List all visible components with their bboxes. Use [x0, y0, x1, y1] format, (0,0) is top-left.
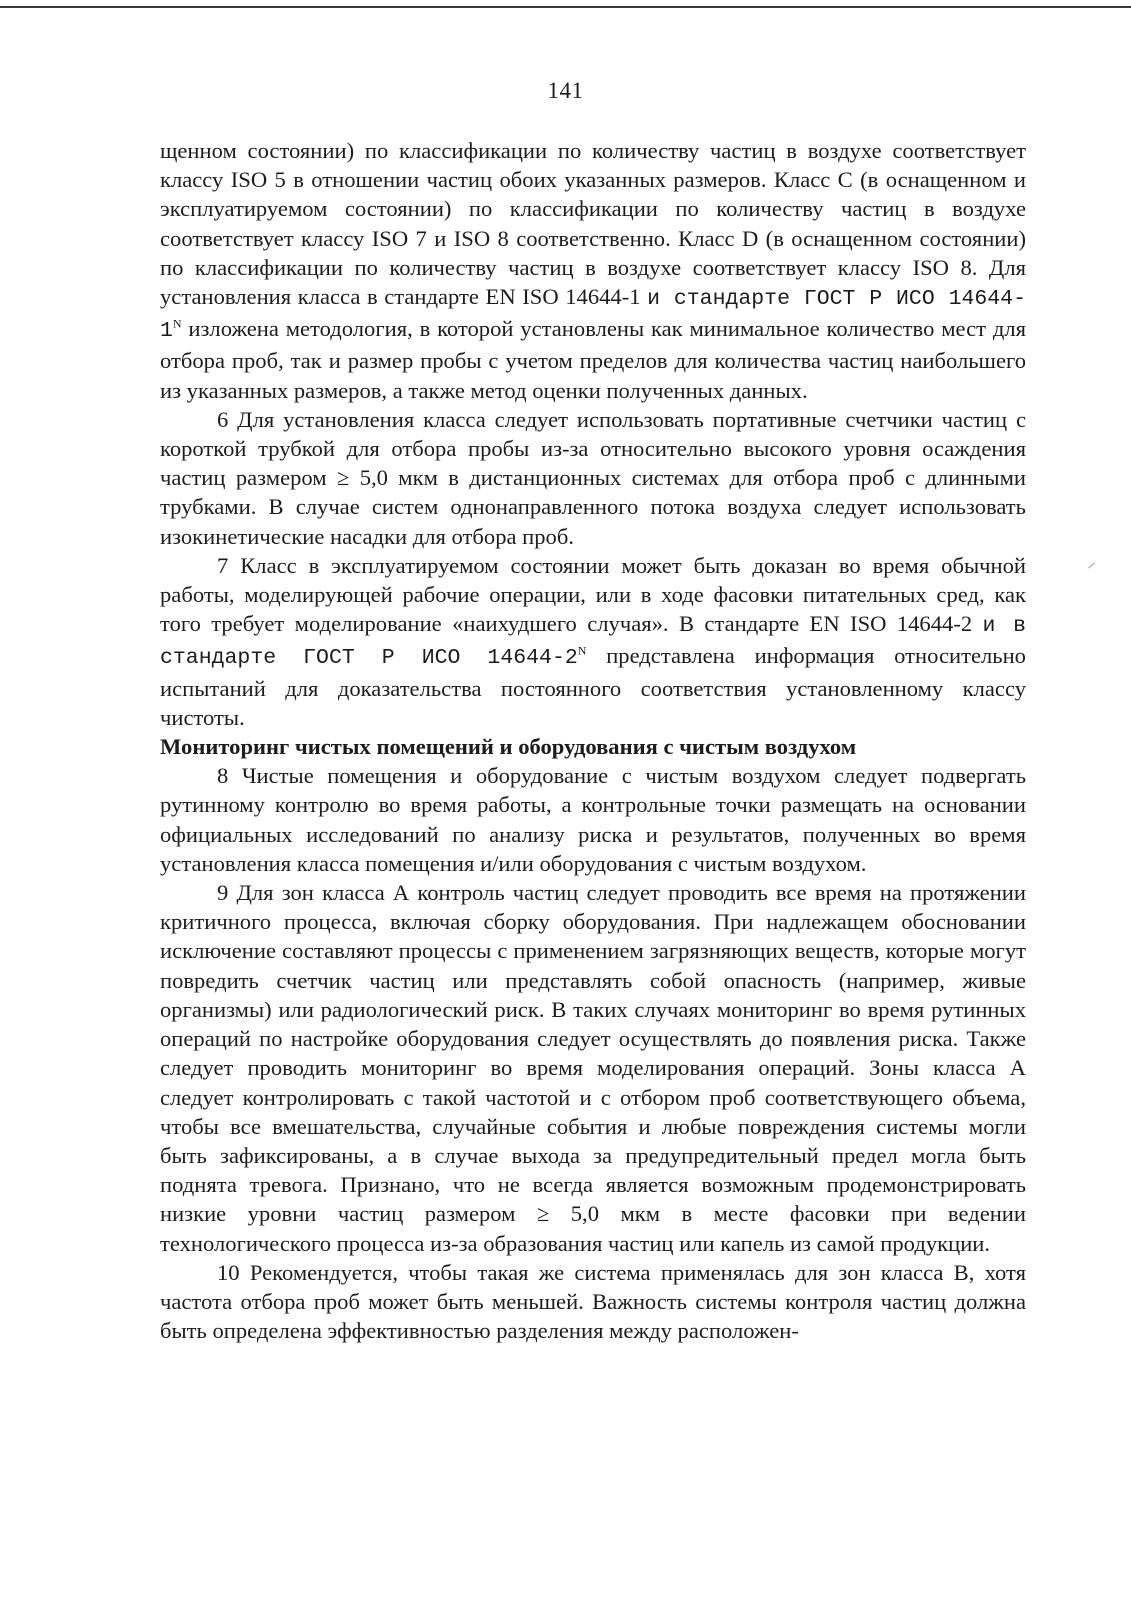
section-heading: Мониторинг чистых помещений и оборудования с чистым воздухом — [160, 734, 857, 760]
document-body — [160, 136, 1026, 1345]
gost-reference: и в стандарте ГОСТ Р ИСО 14644-2 — [160, 614, 1026, 671]
gost-reference: и стандарте ГОСТ Р ИСО 14644-1 — [160, 287, 1026, 344]
paragraph-7 — [160, 551, 1026, 732]
paragraph-6: 6 Для установления класса следует использовать портативные счетчики частиц с короткой трубкой для отбора пробы из-за относительно высокого уровня осаждения частиц размером ≥ 5,0 мкм в дистанционных системах для отбора проб с длинными трубками. В случае систем однонаправленного потока воздуха следует использовать изокинетические насадки для отбора проб. — [160, 406, 1026, 549]
top-border-line — [0, 6, 1131, 8]
margin-mark — [1083, 556, 1095, 568]
paragraph-text: щенном состоянии) по классификации по количеству частиц в воздухе соответствует классу ISO 5 в отношении частиц обоих указанных размеров. Класс С (в оснащенном и эксплуатируемом состоянии) по классификации по количеству частиц в воздухе соответствует классу ISO 7 и ISO 8 соответственно. Класс D (в оснащенном состоянии) по классификации по количеству частиц в воздухе соответствует классу ISO 8. Для установления класса в стандарте EN ISO 14644-1 — [160, 138, 1026, 310]
paragraph-text: 7 Класс в эксплуатируемом состоянии может быть доказан во время обычной работы, моделирующей рабочие операции, или в ходе фасовки питательных сред, как того требует моделирование «наихудшего случая». В стандарте EN ISO 14644-2 — [160, 552, 1026, 637]
footnote-marker: N — [172, 316, 182, 331]
paragraph-9: 9 Для зон класса А контроль частиц следует проводить все время на протяжении критичного процесса, включая сборку оборудования. При надлежащем обосновании исключение составляют процессы с применением загрязняющих веществ, которые могут повредить счетчик частиц или представлять собой опасность (например, живые организмы) или радиологический риск. В таких случаях мониторинг во время рутинных операций по настройке оборудования следует осуществлять до появления риска. Также следует проводить мониторинг во время моделирования операций. Зоны класса А следует контролировать с такой частотой и с отбором проб соответствующего объема, чтобы все вмешательства, случайные события и любые повреждения системы могли быть зафиксированы, а в случае выхода за предупредительный предел могла быть поднята тревога. Признано, что не всегда является возможным продемонстрировать низкие уровни частиц размером ≥ 5,0 мкм в месте фасовки при ведении технологического процесса из-за образования частиц или капель из самой продукции. — [160, 880, 1026, 1256]
paragraph-10: 10 Рекомендуется, чтобы такая же система применялась для зон класса В, хотя частота отбора проб может быть меньшей. Важность системы контроля частиц должна быть определена эффективностью разделения между расположен- — [160, 1259, 1026, 1344]
footnote-marker: N — [577, 643, 587, 658]
page-number: 141 — [547, 78, 584, 103]
paragraph-text: представлена информация относительно испытаний для доказательства постоянного соответствия установленному классу чистоты. — [160, 643, 1026, 730]
paragraph-text: изложена методология, в которой установлены как минимальное количество мест для отбора проб, так и размер пробы с учетом пределов для количества частиц наибольшего из указанных размеров, а также метод оценки полученных данных. — [160, 316, 1026, 403]
paragraph-8: 8 Чистые помещения и оборудование с чистым воздухом следует подвергать рутинному контролю во время работы, а контрольные точки размещать на основании официальных исследований по анализу риска и результатов, полученных во время установления класса помещения и/или оборудования с чистым воздухом. — [160, 763, 1026, 876]
paragraph-continued — [160, 136, 1026, 405]
